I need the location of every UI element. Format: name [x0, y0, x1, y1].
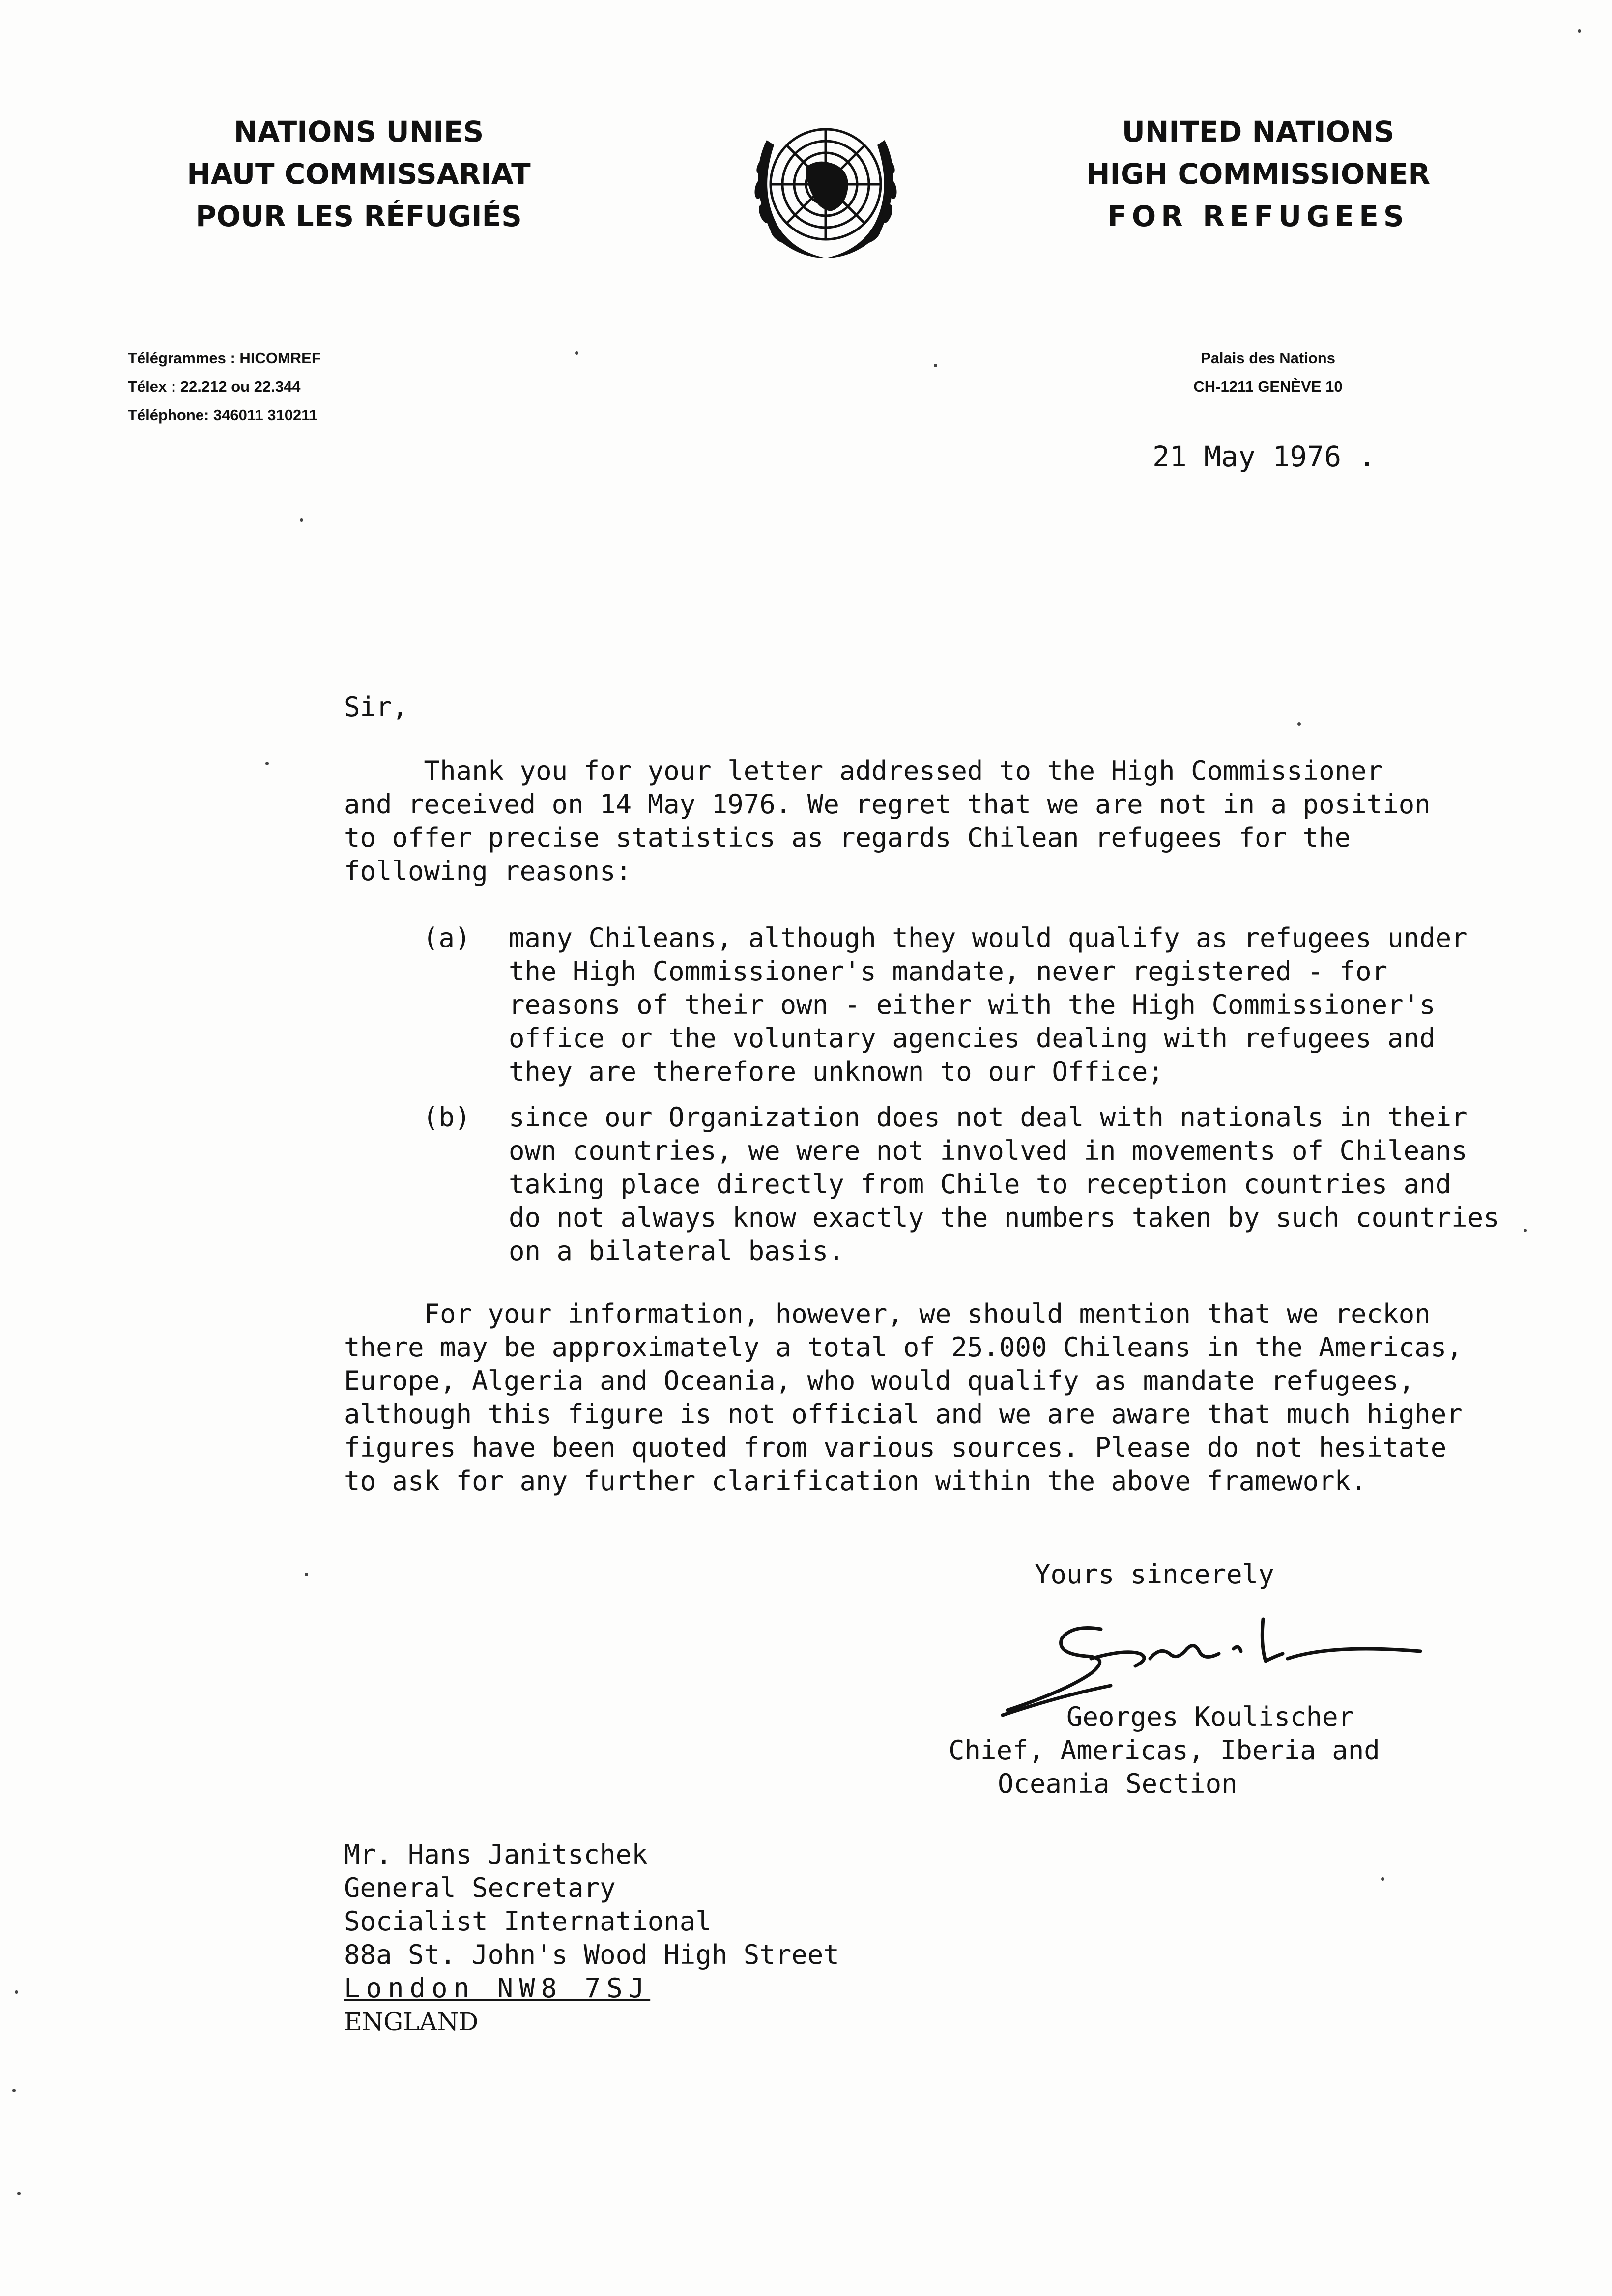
signer-title-line-2: Oceania Section — [998, 1768, 1238, 1799]
reason-b-line: do not always know exactly the numbers taken by such countries — [509, 1202, 1499, 1233]
reason-a-line: reasons of their own - either with the High Commissioner's — [509, 989, 1436, 1020]
office-address — [1130, 344, 1406, 401]
telegram-line: Télégrammes : HICOMREF — [128, 349, 321, 367]
office-address-line-2: CH-1211 GENÈVE 10 — [1193, 378, 1343, 395]
recipient-organization: Socialist International — [344, 1906, 712, 1937]
salutation: Sir, — [344, 691, 408, 722]
paragraph-2-line: figures have been quoted from various sources. Please do not hesitate — [344, 1432, 1447, 1463]
reason-a-line: the High Commissioner's mandate, never registered - for — [509, 956, 1388, 987]
reason-a-line: many Chileans, although they would qualify as refugees under — [509, 922, 1468, 953]
signer-block — [949, 1700, 1380, 1801]
office-address-line-1: Palais des Nations — [1201, 349, 1335, 367]
paragraph-1-line: and received on 14 May 1976. We regret that we are not in a position — [344, 789, 1431, 820]
recipient-city: London NW8 7SJ — [344, 1973, 651, 2004]
scan-speck — [1381, 1877, 1384, 1881]
paragraph-2 — [344, 1297, 1463, 1498]
reason-a-label: (a) — [423, 922, 471, 953]
recipient-name: Mr. Hans Janitschek — [344, 1839, 648, 1870]
paragraph-2-line: For your information, however, we should mention that we reckon — [344, 1298, 1431, 1329]
signer-name: Georges Koulischer — [1066, 1701, 1354, 1732]
contact-info — [128, 344, 472, 430]
reason-b-line: on a bilateral basis. — [509, 1235, 844, 1266]
recipient-position: General Secretary — [344, 1872, 616, 1903]
paragraph-1-line: following reasons: — [344, 856, 632, 887]
letterhead-english — [1066, 111, 1450, 237]
reason-b-line: taking place directly from Chile to reception countries and — [509, 1169, 1452, 1200]
scan-speck — [300, 518, 303, 522]
reason-b-label: (b) — [423, 1102, 471, 1133]
paragraph-2-line: to ask for any further clarification within the above framework. — [344, 1465, 1367, 1496]
signer-title-line-1: Chief, Americas, Iberia and — [949, 1735, 1380, 1766]
telephone-line: Téléphone: 346011 310211 — [128, 406, 318, 424]
scan-speck — [265, 762, 269, 765]
scan-speck — [17, 2192, 21, 2195]
reason-a-line: they are therefore unknown to our Office; — [509, 1056, 1164, 1087]
paragraph-2-line: although this figure is not official and we are aware that much higher — [344, 1399, 1463, 1430]
letterhead-french-line-2: HAUT COMMISSARIAT — [187, 157, 531, 191]
recipient-address — [344, 1838, 839, 2038]
letter-date: 21 May 1976 . — [1152, 440, 1376, 473]
scan-speck — [1578, 29, 1581, 33]
letterhead-french-line-1: NATIONS UNIES — [233, 115, 484, 148]
paragraph-1 — [344, 754, 1431, 888]
scan-speck — [1524, 1229, 1527, 1232]
scan-speck — [575, 351, 578, 355]
reason-a-line: office or the voluntary agencies dealing with refugees and — [509, 1023, 1436, 1054]
paragraph-1-line: to offer precise statistics as regards Chilean refugees for the — [344, 822, 1351, 853]
paragraph-2-line: Europe, Algeria and Oceania, who would qualify as mandate refugees, — [344, 1365, 1415, 1396]
scan-speck — [305, 1573, 308, 1576]
closing: Yours sincerely — [1035, 1559, 1274, 1590]
telex-line: Télex : 22.212 ou 22.344 — [128, 378, 301, 395]
reason-b-text — [509, 1101, 1499, 1268]
letterhead-english-line-3: FOR REFUGEES — [1107, 200, 1409, 233]
scan-speck — [12, 2089, 16, 2092]
letterhead-english-line-1: UNITED NATIONS — [1122, 115, 1395, 148]
scan-speck — [934, 364, 937, 367]
recipient-street: 88a St. John's Wood High Street — [344, 1939, 839, 1970]
letterhead-french — [167, 111, 550, 237]
recipient-country: ENGLAND — [344, 2008, 479, 2036]
reason-b-line: since our Organization does not deal with nationals in their — [509, 1102, 1468, 1133]
scan-speck — [15, 1990, 18, 1994]
reason-b-line: own countries, we were not involved in movements of Chileans — [509, 1135, 1468, 1166]
letterhead-french-line-3: POUR LES RÉFUGIÉS — [196, 200, 522, 233]
reason-a-text — [509, 921, 1468, 1089]
paragraph-1-line: Thank you for your letter addressed to the High Commissioner — [344, 755, 1383, 786]
paragraph-2-line: there may be approximately a total of 25.000 Chileans in the Americas, — [344, 1332, 1463, 1363]
scan-speck — [1297, 722, 1301, 726]
letterhead-english-line-2: HIGH COMMISSIONER — [1086, 157, 1430, 191]
un-emblem-icon — [732, 111, 919, 273]
